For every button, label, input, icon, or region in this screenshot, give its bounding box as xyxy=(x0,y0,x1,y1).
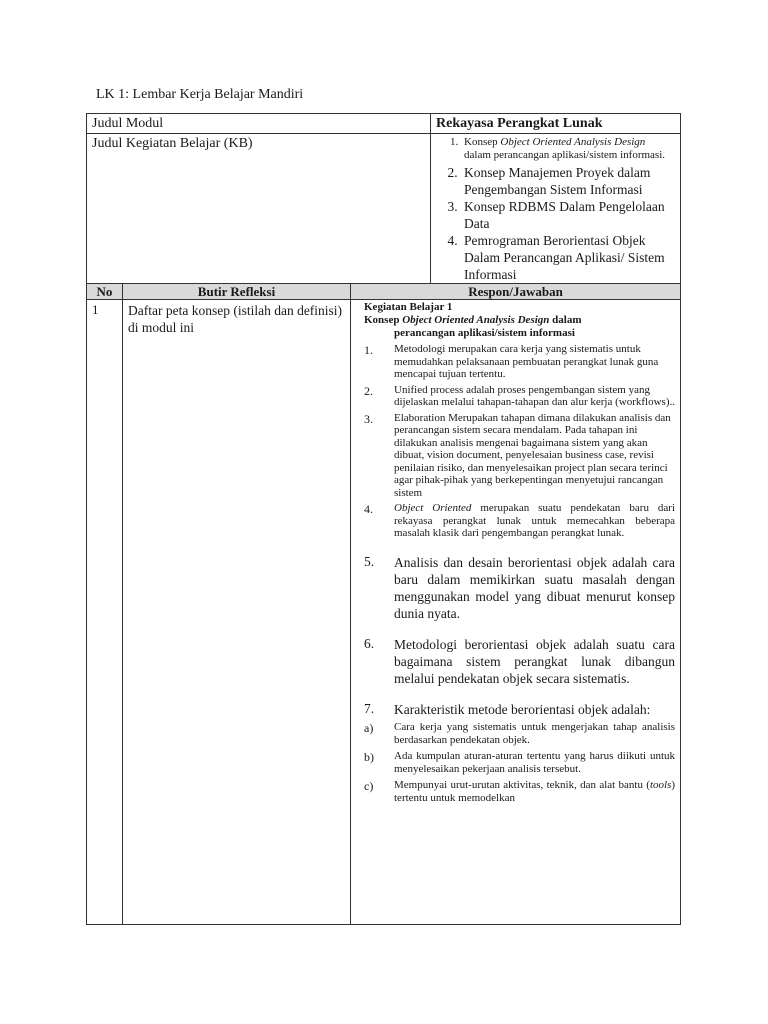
konsep-heading-line2: perancangan aplikasi/sistem informasi xyxy=(394,327,575,339)
list-item: 7. Karakteristik metode berorientasi objek adalah: xyxy=(364,700,651,717)
modul-value: Rekayasa Perangkat Lunak xyxy=(431,114,681,134)
header-no: No xyxy=(87,284,123,300)
kb-item: 1. Konsep Object Oriented Analysis Design dalam perancangan aplikasi/sistem informasi. xyxy=(461,136,674,162)
table-header-row xyxy=(87,284,681,300)
row-no: 1 xyxy=(87,300,123,925)
list-item: 6. Metodologi berorientasi objek adalah suatu cara bagaimana sistem perangkat lunak dibangun melalui pendekatan objek secara sistematis. xyxy=(364,635,676,686)
kb-label: Judul Kegiatan Belajar (KB) xyxy=(87,134,431,284)
row-respon xyxy=(351,300,681,925)
kb-list xyxy=(431,134,680,283)
kb-item: 2. Konsep Manajemen Proyek dalam Pengembangan Sistem Informasi xyxy=(461,164,674,198)
modul-label: Judul Modul xyxy=(87,114,431,134)
header-butir: Butir Refleksi xyxy=(123,284,351,300)
list-item: 2. Unified process adalah proses pengembangan sistem yang dijelaskan melalui tahapan-tahapan dan alur kerja (workflows).. xyxy=(364,383,675,408)
sub-list-item: a) Cara kerja yang sistematis untuk mengerjakan tahap analisis berdasarkan pendekatan objek. xyxy=(364,720,676,746)
row-butir: Daftar peta konsep (istilah dan definisi) di modul ini xyxy=(123,300,351,925)
doc-title: LK 1: Lembar Kerja Belajar Mandiri xyxy=(96,87,304,102)
kb-item: 4. Pemrograman Berorientasi Objek Dalam Perancangan Aplikasi/ Sistem Informasi xyxy=(461,232,674,283)
header-respon: Respon/Jawaban xyxy=(351,284,681,300)
table-row xyxy=(87,300,681,925)
sub-list-item: b) Ada kumpulan aturan-aturan tertentu yang harus diikuti untuk menyelesaikan pekerjaan analisis tersebut. xyxy=(364,749,676,775)
sub-list-item: c) Mempunyai urut-urutan aktivitas, teknik, dan alat bantu (tools) tertentu untuk memodelkan xyxy=(364,778,676,804)
kb-list-cell xyxy=(431,134,681,284)
worksheet-table xyxy=(86,113,681,925)
kb-item: 3. Konsep RDBMS Dalam Pengelolaan Data xyxy=(461,198,674,232)
list-item: 4. Object Oriented merupakan suatu pendekatan baru dari rekayasa perangkat lunak untuk memecahkan beberapa masalah klasik dari pengembangan perangkat lunak. xyxy=(364,502,676,539)
list-item: 3. Elaboration Merupakan tahapan dimana dilakukan analisis dan perancangan sistem secara mendalam. Pada tahapan ini dilakukan analisis mengenai bagaimana sistem yang akan dibuat, vision document, penyelesaian business case, revisi penilaian risiko, dan menyelesaikan project plan secara terinci agar pihak-pihak yang berkepentingan menyetujui rancangan sistem xyxy=(364,411,671,499)
list-item: 1. Metodologi merupakan cara kerja yang sistematis untuk memudahkan pelaksanaan pembuatan perangkat lunak guna mencapai tujuan tertentu. xyxy=(364,343,659,380)
kegiatan-heading: Kegiatan Belajar 1 xyxy=(364,301,453,313)
konsep-heading: Konsep Object Oriented Analysis Design dalam xyxy=(364,314,582,326)
modul-row xyxy=(87,114,681,134)
list-item: 5. Analisis dan desain berorientasi objek adalah cara baru dalam memikirkan suatu masalah dengan menggunakan model yang dibuat menurut konsep dunia nyata. xyxy=(364,553,676,621)
kb-row xyxy=(87,134,681,284)
